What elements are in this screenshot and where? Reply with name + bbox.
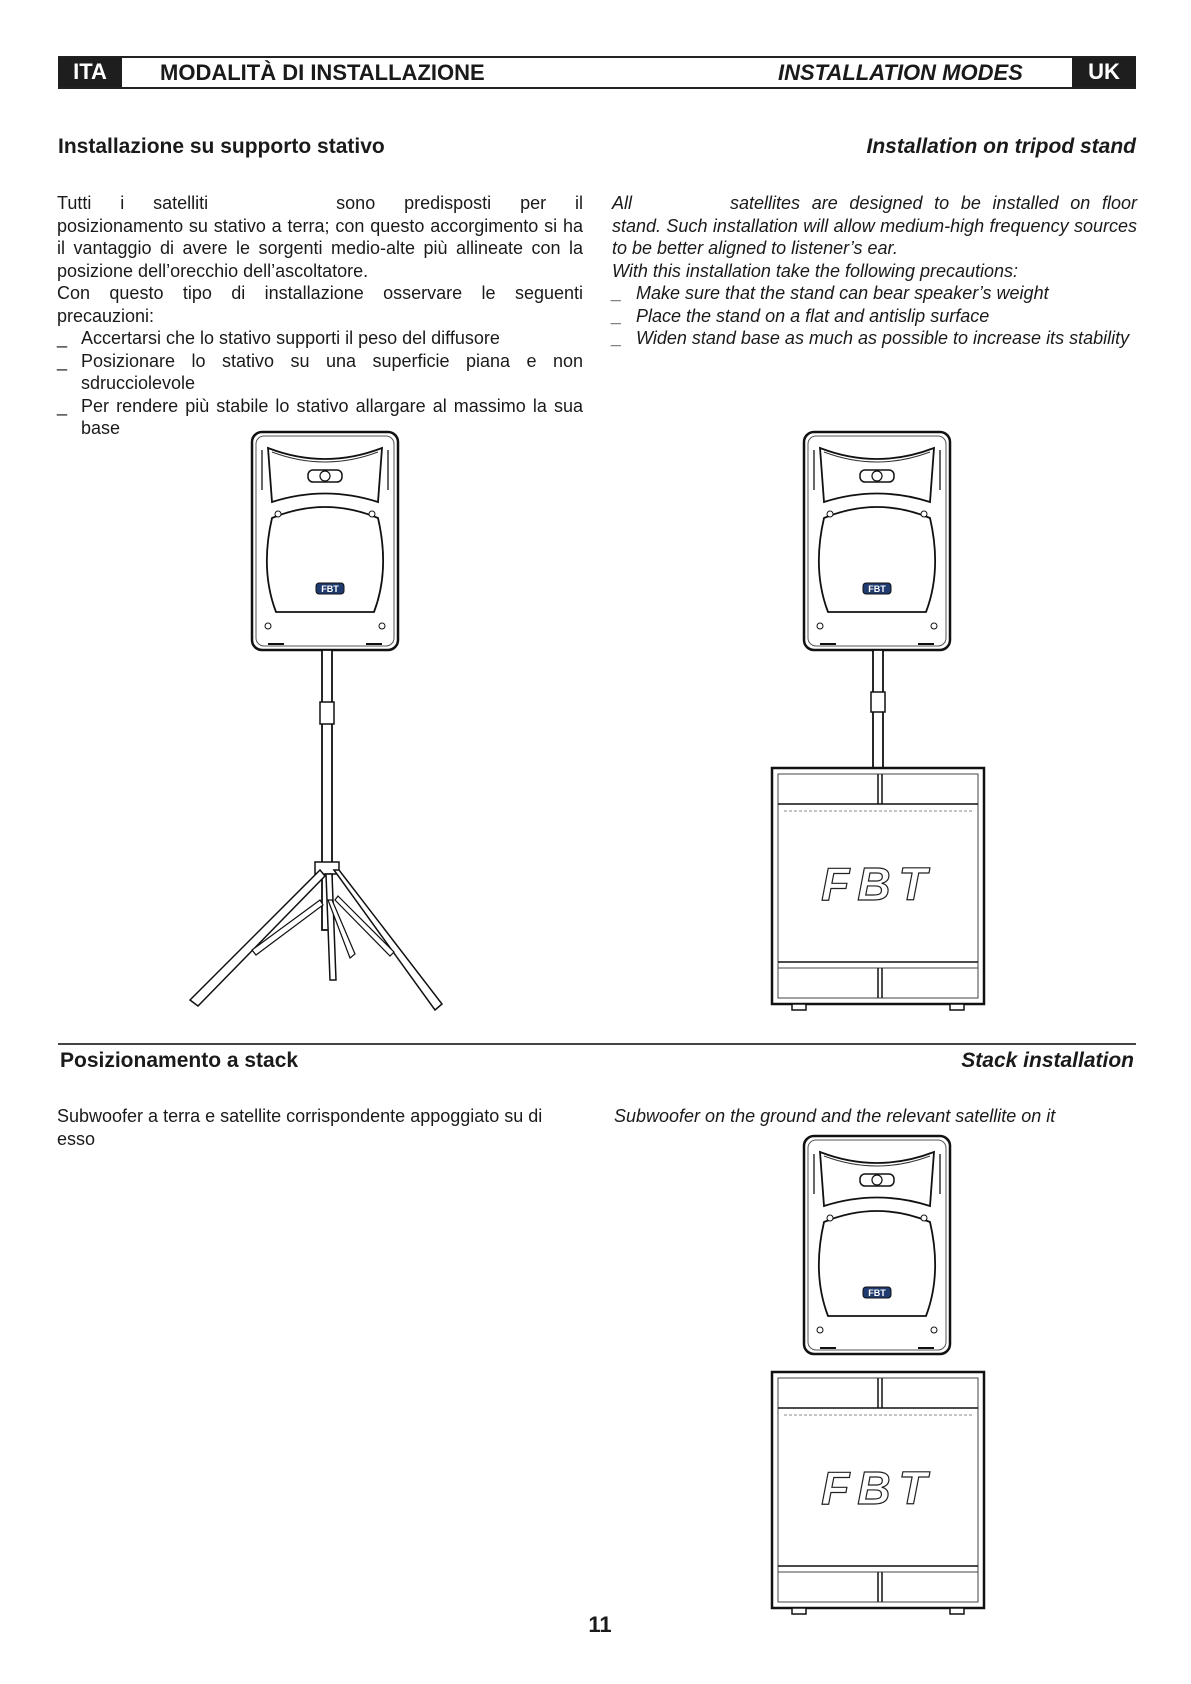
tripod-precautions-uk: With this installation take the following precautions: — [612, 260, 1019, 281]
list-item: _ Per rendere più stabile lo stativo allargare al massimo la sua base — [57, 395, 583, 440]
tripod-bullets-ita — [57, 327, 583, 440]
stack-drawing — [770, 1134, 1000, 1624]
section-title-stack-ita: Posizionamento a stack — [60, 1049, 299, 1072]
stack-text-uk: Subwoofer on the ground and the relevant satellite on it — [614, 1106, 1056, 1126]
stack-text-ita: Subwoofer a terra e satellite corrispondente appoggiato su di esso — [57, 1106, 543, 1149]
tripod-intro-uk: All satellites are designed to be installed on floor stand. Such installation will allow medium-high frequency sources to be better aligned to listener’s ear. — [612, 193, 1137, 258]
language-badge-ita: ITA — [58, 57, 122, 87]
header-title-ita: MODALITÀ DI INSTALLAZIONE — [160, 60, 485, 85]
page-number: 11 — [588, 1612, 612, 1637]
figure-stack-installation — [770, 1134, 1000, 1624]
header-title-uk: INSTALLATION MODES — [778, 60, 1023, 85]
list-item: _ Make sure that the stand can bear speaker’s weight — [612, 282, 1137, 305]
section-title-tripod-uk: Installation on tripod stand — [866, 135, 1136, 158]
figure-speaker-on-subwoofer-pole — [770, 430, 1000, 1030]
section-title-tripod-ita: Installazione su supporto stativo — [58, 135, 385, 158]
figure-speaker-on-tripod — [180, 430, 470, 1030]
subwoofer-logo: FBT — [821, 1462, 935, 1514]
pole-mount-drawing — [770, 430, 1000, 1030]
speaker-logo: FBT — [868, 584, 886, 594]
satellite-speaker — [252, 432, 398, 650]
subwoofer-logo: FBT — [821, 858, 935, 910]
language-badge-uk: UK — [1072, 57, 1136, 87]
speaker-logo: FBT — [868, 1288, 886, 1298]
satellite-speaker — [804, 1136, 950, 1354]
tripod-bullets-uk — [612, 282, 1137, 350]
tripod-text-ita — [57, 192, 583, 440]
tripod-text-uk — [612, 192, 1137, 350]
speaker-on-tripod-drawing — [180, 430, 470, 1030]
tripod-precautions-ita: Con questo tipo di installazione osservare le seguenti precauzioni: — [57, 283, 583, 326]
list-item: _ Widen stand base as much as possible to increase its stability — [612, 327, 1137, 350]
tripod-intro-ita: Tutti i satelliti sono predisposti per il posizionamento su stativo a terra; con questo accorgimento si ha il vantaggio di avere le sorgenti medio-alte più allineate con la posizione dell’orecchio dell’ascoltatore. — [57, 193, 583, 281]
satellite-speaker — [804, 432, 950, 650]
list-item: _ Place the stand on a flat and antislip surface — [612, 305, 1137, 328]
list-item: _ Posizionare lo stativo su una superficie piana e non sdrucciolevole — [57, 350, 583, 395]
section-separator — [58, 1043, 1136, 1045]
speaker-logo: FBT — [321, 584, 339, 594]
section-title-stack-uk: Stack installation — [961, 1049, 1134, 1072]
list-item: _ Accertarsi che lo stativo supporti il peso del diffusore — [57, 327, 583, 350]
